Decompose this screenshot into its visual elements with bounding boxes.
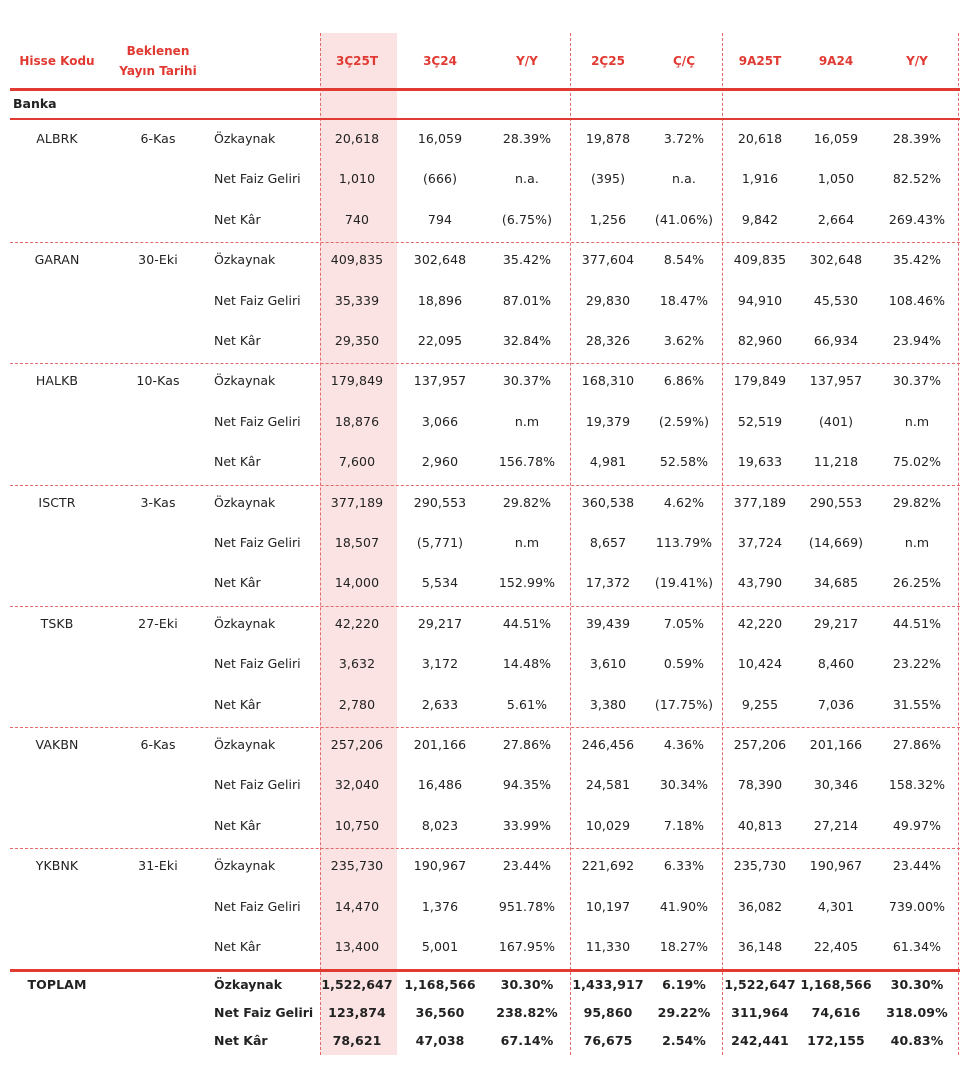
stock-code: HALKB bbox=[35, 373, 79, 389]
table-cell: 19,633 bbox=[737, 454, 783, 470]
total-cell: 47,038 bbox=[415, 1033, 465, 1048]
total-cell: 74,616 bbox=[811, 1005, 861, 1020]
table-cell: 739.00% bbox=[888, 898, 946, 914]
release-date: 10-Kas bbox=[136, 373, 180, 389]
table-cell: 1,376 bbox=[421, 898, 459, 914]
stock-code: YKBNK bbox=[35, 858, 79, 874]
table-cell: 14,000 bbox=[334, 575, 380, 591]
table-cell: 13,400 bbox=[334, 939, 380, 954]
total-cell: 1,522,647 bbox=[321, 977, 393, 992]
table-cell: (401) bbox=[818, 413, 854, 429]
table-cell: 39,439 bbox=[585, 615, 631, 631]
table-cell: 28.39% bbox=[502, 131, 552, 146]
table-cell: 18.27% bbox=[659, 939, 709, 954]
table-cell: 377,604 bbox=[581, 252, 635, 268]
table-cell: 269.43% bbox=[888, 211, 946, 227]
table-cell: (6.75%) bbox=[501, 211, 553, 227]
table-cell: 137,957 bbox=[413, 373, 467, 389]
table-cell: 34,685 bbox=[813, 575, 859, 591]
table-cell: 4.62% bbox=[663, 494, 705, 510]
column-header: 9A25T bbox=[738, 54, 782, 68]
table-cell: (2.59%) bbox=[658, 413, 710, 429]
table-cell: 7,036 bbox=[817, 696, 855, 712]
section-rule bbox=[10, 118, 960, 120]
table-cell: 221,692 bbox=[581, 858, 635, 874]
table-cell: 94.35% bbox=[502, 777, 552, 793]
table-cell: 22,405 bbox=[813, 939, 859, 954]
table-cell: 108.46% bbox=[888, 292, 946, 308]
table-cell: 2,633 bbox=[421, 696, 459, 712]
table-cell: 951.78% bbox=[498, 898, 556, 914]
group-separator bbox=[10, 242, 960, 243]
metric-label: Net Faiz Geliri bbox=[214, 171, 301, 187]
metric-label: Net Kâr bbox=[214, 817, 261, 833]
table-cell: 33.99% bbox=[502, 817, 552, 833]
table-cell: n.m bbox=[904, 413, 930, 429]
table-cell: 8,023 bbox=[421, 817, 459, 833]
table-cell: 179,849 bbox=[330, 373, 384, 389]
metric-label: Net Kâr bbox=[214, 454, 261, 470]
table-cell: 8.54% bbox=[663, 252, 705, 268]
total-cell: 30.30% bbox=[500, 977, 554, 992]
table-cell: 3,632 bbox=[338, 656, 376, 672]
table-cell: 2,664 bbox=[817, 211, 855, 227]
table-cell: 8,657 bbox=[589, 535, 627, 550]
table-cell: 290,553 bbox=[413, 494, 467, 510]
table-cell: 6.33% bbox=[663, 858, 705, 874]
table-cell: 1,050 bbox=[817, 171, 855, 187]
table-cell: (395) bbox=[590, 171, 626, 187]
table-cell: 9,255 bbox=[741, 696, 779, 712]
table-cell: 30.37% bbox=[892, 373, 942, 389]
table-cell: 3.62% bbox=[663, 333, 705, 348]
table-cell: 52,519 bbox=[737, 413, 783, 429]
table-cell: 167.95% bbox=[498, 939, 556, 954]
table-cell: 23.44% bbox=[892, 858, 942, 874]
metric-label: Özkaynak bbox=[214, 373, 276, 389]
table-cell: 35.42% bbox=[892, 252, 942, 268]
total-cell: 29.22% bbox=[657, 1005, 711, 1020]
table-cell: 201,166 bbox=[413, 737, 467, 752]
table-cell: 3,610 bbox=[589, 656, 627, 672]
table-cell: 16,059 bbox=[813, 131, 859, 146]
stock-code: TSKB bbox=[40, 615, 74, 631]
table-cell: 3,066 bbox=[421, 413, 459, 429]
table-cell: 17,372 bbox=[585, 575, 631, 591]
table-cell: 794 bbox=[427, 211, 453, 227]
release-date: 6-Kas bbox=[140, 131, 176, 146]
metric-label: Net Kâr bbox=[214, 696, 261, 712]
table-cell: 87.01% bbox=[502, 292, 552, 308]
table-cell: 11,218 bbox=[813, 454, 859, 470]
table-cell: 23.94% bbox=[892, 333, 942, 348]
table-cell: 14.48% bbox=[502, 656, 552, 672]
release-date: 30-Eki bbox=[138, 252, 178, 268]
table-cell: 52.58% bbox=[659, 454, 709, 470]
total-cell: 1,168,566 bbox=[404, 977, 476, 992]
metric-label: Özkaynak bbox=[214, 858, 276, 874]
table-cell: 5,534 bbox=[421, 575, 459, 591]
table-cell: (5,771) bbox=[416, 535, 464, 550]
header-hisse-kodu: Hisse Kodu bbox=[19, 54, 95, 68]
total-cell: 40.83% bbox=[890, 1033, 944, 1048]
table-cell: 10,197 bbox=[585, 898, 631, 914]
header-yayin-tarihi-line2: Yayın Tarihi bbox=[119, 64, 197, 78]
metric-label: Net Kâr bbox=[214, 939, 261, 954]
table-cell: 158.32% bbox=[888, 777, 946, 793]
header-yayin-tarihi-line1: Beklenen bbox=[126, 44, 190, 58]
stock-code: VAKBN bbox=[35, 737, 79, 752]
table-cell: 29,350 bbox=[334, 333, 380, 348]
table-cell: 290,553 bbox=[809, 494, 863, 510]
table-cell: 23.22% bbox=[892, 656, 942, 672]
table-cell: 8,460 bbox=[817, 656, 855, 672]
group-separator bbox=[10, 485, 960, 486]
table-cell: 40,813 bbox=[737, 817, 783, 833]
table-cell: 5,001 bbox=[421, 939, 459, 954]
table-cell: 18,896 bbox=[417, 292, 463, 308]
total-cell: 6.19% bbox=[662, 977, 706, 992]
metric-label: Net Faiz Geliri bbox=[214, 535, 301, 550]
total-label: TOPLAM bbox=[27, 977, 87, 992]
table-cell: (41.06%) bbox=[654, 211, 714, 227]
table-cell: 44.51% bbox=[892, 615, 942, 631]
table-cell: n.m bbox=[904, 535, 930, 550]
table-cell: 35.42% bbox=[502, 252, 552, 268]
table-cell: 16,486 bbox=[417, 777, 463, 793]
table-cell: 19,878 bbox=[585, 131, 631, 146]
group-separator bbox=[10, 363, 960, 364]
table-cell: 2,960 bbox=[421, 454, 459, 470]
stock-code: ISCTR bbox=[38, 494, 76, 510]
table-cell: 94,910 bbox=[737, 292, 783, 308]
table-cell: 377,189 bbox=[733, 494, 787, 510]
table-cell: 235,730 bbox=[733, 858, 787, 874]
column-header: 3Ç25T bbox=[335, 54, 379, 68]
table-cell: n.m bbox=[514, 413, 540, 429]
table-cell: 4.36% bbox=[663, 737, 705, 752]
table-cell: n.m bbox=[514, 535, 540, 550]
table-cell: 32,040 bbox=[334, 777, 380, 793]
table-cell: (666) bbox=[422, 171, 458, 187]
column-header: 9A24 bbox=[818, 54, 854, 68]
table-cell: 27.86% bbox=[502, 737, 552, 752]
table-cell: 4,301 bbox=[817, 898, 855, 914]
table-cell: 36,082 bbox=[737, 898, 783, 914]
table-cell: 27.86% bbox=[892, 737, 942, 752]
table-cell: 190,967 bbox=[809, 858, 863, 874]
total-cell: 95,860 bbox=[583, 1005, 633, 1020]
table-cell: 16,059 bbox=[417, 131, 463, 146]
table-cell: 36,148 bbox=[737, 939, 783, 954]
total-cell: 76,675 bbox=[583, 1033, 633, 1048]
table-cell: 7.05% bbox=[663, 615, 705, 631]
metric-label: Özkaynak bbox=[214, 252, 276, 268]
metric-label: Net Faiz Geliri bbox=[214, 898, 301, 914]
table-cell: 409,835 bbox=[330, 252, 384, 268]
column-header: 2Ç25 bbox=[591, 54, 625, 68]
table-cell: 156.78% bbox=[498, 454, 556, 470]
table-cell: 42,220 bbox=[737, 615, 783, 631]
table-cell: 23.44% bbox=[502, 858, 552, 874]
table-cell: 43,790 bbox=[737, 575, 783, 591]
total-cell: 67.14% bbox=[500, 1033, 554, 1048]
table-cell: 113.79% bbox=[655, 535, 713, 550]
total-cell: 1,522,647 bbox=[724, 977, 796, 992]
release-date: 6-Kas bbox=[140, 737, 176, 752]
table-cell: 2,780 bbox=[338, 696, 376, 712]
table-cell: 30.37% bbox=[502, 373, 552, 389]
total-cell: 172,155 bbox=[807, 1033, 865, 1048]
table-cell: 10,029 bbox=[585, 817, 631, 833]
table-cell: 1,256 bbox=[589, 211, 627, 227]
table-cell: 14,470 bbox=[334, 898, 380, 914]
table-cell: 190,967 bbox=[413, 858, 467, 874]
release-date: 3-Kas bbox=[140, 494, 176, 510]
stock-code: ALBRK bbox=[36, 131, 78, 146]
table-cell: (14,669) bbox=[808, 535, 864, 550]
table-cell: 27,214 bbox=[813, 817, 859, 833]
section-title-banka: Banka bbox=[13, 96, 57, 111]
release-date: 31-Eki bbox=[138, 858, 178, 874]
group-separator bbox=[10, 848, 960, 849]
column-header: Y/Y bbox=[906, 54, 928, 68]
table-cell: 30,346 bbox=[813, 777, 859, 793]
table-cell: 18,876 bbox=[334, 413, 380, 429]
total-cell: 238.82% bbox=[496, 1005, 558, 1020]
table-cell: 82.52% bbox=[892, 171, 942, 187]
table-cell: 29.82% bbox=[892, 494, 942, 510]
table-cell: 61.34% bbox=[892, 939, 942, 954]
table-cell: 66,934 bbox=[813, 333, 859, 348]
table-cell: 377,189 bbox=[330, 494, 384, 510]
table-cell: 29,830 bbox=[585, 292, 631, 308]
table-cell: 409,835 bbox=[733, 252, 787, 268]
table-cell: 360,538 bbox=[581, 494, 635, 510]
metric-label: Net Faiz Geliri bbox=[214, 656, 301, 672]
table-cell: 29,217 bbox=[813, 615, 859, 631]
metric-label: Özkaynak bbox=[214, 494, 276, 510]
total-cell: 78,621 bbox=[332, 1033, 382, 1048]
total-cell: 318.09% bbox=[886, 1005, 948, 1020]
table-cell: 0.59% bbox=[663, 656, 705, 672]
table-cell: 257,206 bbox=[330, 737, 384, 752]
table-cell: 3.72% bbox=[663, 131, 705, 146]
table-cell: 31.55% bbox=[892, 696, 942, 712]
table-cell: 10,424 bbox=[737, 656, 783, 672]
table-cell: 5.61% bbox=[506, 696, 548, 712]
table-cell: 201,166 bbox=[809, 737, 863, 752]
table-cell: (19.41%) bbox=[654, 575, 714, 591]
table-cell: 10,750 bbox=[334, 817, 380, 833]
total-metric-label: Net Faiz Geliri bbox=[214, 1005, 314, 1020]
table-cell: 19,379 bbox=[585, 413, 631, 429]
table-cell: 30.34% bbox=[659, 777, 709, 793]
table-cell: 82,960 bbox=[737, 333, 783, 348]
table-cell: 18,507 bbox=[334, 535, 380, 550]
total-metric-label: Net Kâr bbox=[214, 1033, 268, 1048]
metric-label: Net Faiz Geliri bbox=[214, 413, 301, 429]
metric-label: Net Kâr bbox=[214, 575, 261, 591]
table-cell: 29.82% bbox=[502, 494, 552, 510]
table-cell: 42,220 bbox=[334, 615, 380, 631]
total-cell: 311,964 bbox=[731, 1005, 789, 1020]
column-header: 3Ç24 bbox=[423, 54, 457, 68]
release-date: 27-Eki bbox=[138, 615, 178, 631]
table-cell: 26.25% bbox=[892, 575, 942, 591]
table-cell: 3,172 bbox=[421, 656, 459, 672]
total-cell: 1,433,917 bbox=[572, 977, 644, 992]
table-cell: 257,206 bbox=[733, 737, 787, 752]
table-cell: n.a. bbox=[672, 171, 696, 187]
table-cell: 35,339 bbox=[334, 292, 380, 308]
table-cell: 1,916 bbox=[741, 171, 779, 187]
table-cell: 246,456 bbox=[581, 737, 635, 752]
table-cell: 168,310 bbox=[581, 373, 635, 389]
stock-code: GARAN bbox=[34, 252, 80, 268]
table-cell: 9,842 bbox=[741, 211, 779, 227]
table-cell: 22,095 bbox=[417, 333, 463, 348]
table-cell: 37,724 bbox=[737, 535, 783, 550]
total-cell: 2.54% bbox=[662, 1033, 706, 1048]
table-cell: n.a. bbox=[515, 171, 539, 187]
table-cell: 6.86% bbox=[663, 373, 705, 389]
total-cell: 30.30% bbox=[890, 977, 944, 992]
metric-label: Özkaynak bbox=[214, 737, 276, 752]
table-cell: 179,849 bbox=[733, 373, 787, 389]
total-cell: 1,168,566 bbox=[800, 977, 872, 992]
table-cell: 28,326 bbox=[585, 333, 631, 348]
table-cell: 1,010 bbox=[338, 171, 376, 187]
table-cell: 137,957 bbox=[809, 373, 863, 389]
table-cell: 18.47% bbox=[659, 292, 709, 308]
total-metric-label: Özkaynak bbox=[214, 977, 283, 992]
table-cell: 24,581 bbox=[585, 777, 631, 793]
table-cell: 302,648 bbox=[809, 252, 863, 268]
table-cell: 32.84% bbox=[502, 333, 552, 348]
table-cell: 7,600 bbox=[338, 454, 376, 470]
total-cell: 123,874 bbox=[328, 1005, 386, 1020]
table-cell: 45,530 bbox=[813, 292, 859, 308]
table-cell: 4,981 bbox=[589, 454, 627, 470]
table-cell: 7.18% bbox=[663, 817, 705, 833]
table-cell: 78,390 bbox=[737, 777, 783, 793]
table-cell: 3,380 bbox=[589, 696, 627, 712]
table-cell: 740 bbox=[344, 211, 370, 227]
column-header: Ç/Ç bbox=[673, 54, 695, 68]
table-cell: 152.99% bbox=[498, 575, 556, 591]
table-cell: 28.39% bbox=[892, 131, 942, 146]
total-rule bbox=[10, 969, 960, 972]
group-separator bbox=[10, 606, 960, 607]
metric-label: Özkaynak bbox=[214, 131, 276, 146]
table-cell: 29,217 bbox=[417, 615, 463, 631]
header-rule bbox=[10, 88, 960, 91]
table-cell: 75.02% bbox=[892, 454, 942, 470]
column-header: Y/Y bbox=[516, 54, 538, 68]
table-cell: 41.90% bbox=[659, 898, 709, 914]
group-separator bbox=[10, 727, 960, 728]
total-cell: 36,560 bbox=[415, 1005, 465, 1020]
table-cell: 20,618 bbox=[334, 131, 380, 146]
table-cell: 235,730 bbox=[330, 858, 384, 874]
total-cell: 242,441 bbox=[731, 1033, 789, 1048]
metric-label: Özkaynak bbox=[214, 615, 276, 631]
table-cell: 44.51% bbox=[502, 615, 552, 631]
metric-label: Net Faiz Geliri bbox=[214, 777, 301, 793]
metric-label: Net Kâr bbox=[214, 211, 261, 227]
table-cell: 302,648 bbox=[413, 252, 467, 268]
table-cell: 11,330 bbox=[585, 939, 631, 954]
table-cell: 20,618 bbox=[737, 131, 783, 146]
table-cell: 49.97% bbox=[892, 817, 942, 833]
metric-label: Net Kâr bbox=[214, 333, 261, 348]
metric-label: Net Faiz Geliri bbox=[214, 292, 301, 308]
table-cell: (17.75%) bbox=[654, 696, 714, 712]
